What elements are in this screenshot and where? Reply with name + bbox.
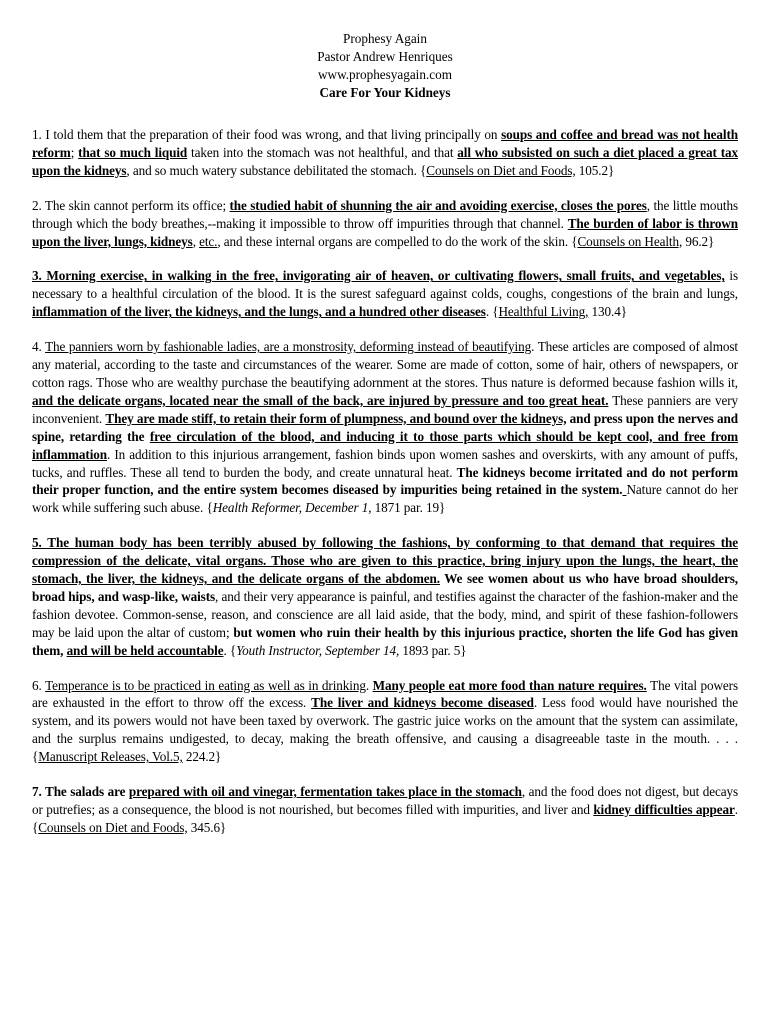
text-run: 345.6}	[187, 819, 227, 835]
paragraph-6	[32, 677, 738, 767]
website-text: www.prophesyagain.com	[318, 67, 452, 82]
ministry-name: Prophesy Again	[343, 31, 427, 46]
text-run: ,	[192, 233, 200, 249]
author-name: Pastor Andrew Henriques	[317, 49, 453, 64]
text-run: 224.2}	[182, 749, 222, 765]
text-run: ;	[70, 144, 79, 160]
text-run: the studied habit of shunning the air and avoiding exercise, closes the pores	[229, 197, 647, 213]
text-run: . These articles are composed of almost any material, according to the taste and circumstances of the wearer. Some are made of cotton, some of hair, others of newspapers, or cotton rags. Those who are wealthy purchase the beautifying adornment at the stores. Thus nature is deformed because fashion wills it,	[32, 339, 738, 390]
document-header	[32, 30, 738, 102]
text-run: 6.	[32, 677, 46, 693]
text-run: and will be held accountable	[66, 642, 224, 658]
text-run: , 1871 par. 19}	[368, 500, 446, 516]
text-run: Counsels on Diet and Foods,	[426, 162, 576, 178]
text-run: Many people eat more food than nature requires.	[372, 677, 647, 693]
text-run: , the little mouths through which the body breathes,--making it impossible to throw off impurities through that channel.	[32, 197, 739, 231]
text-run: The liver and kidneys become diseased	[311, 695, 534, 711]
text-run: and the delicate organs, located near the small of the back, are injured by pressure and too great heat.	[32, 392, 609, 408]
text-run: , and their very appearance is painful, and testifies against the character of the fashion-maker and the fashion devotee. Common-sense, reason, and conscience are all laid aside, that the body, mind, and spirit of these fashion-followers may be laid upon the altar of custom;	[32, 588, 738, 640]
text-run: Counsels on Diet and Foods,	[38, 819, 188, 835]
text-run: 2. The skin cannot perform its office;	[32, 197, 230, 213]
paragraph-4	[32, 338, 738, 517]
text-run: free circulation of the blood, and inducing it to those parts which should be kept cool, and free from inflammation	[32, 428, 739, 462]
text-run: Youth Instructor, September 14	[236, 642, 397, 658]
text-run: 7. The salads are	[32, 784, 129, 800]
text-run: but women who ruin their health by this injurious practice, shorten the life God has given them,	[32, 624, 738, 658]
text-run: These panniers are very inconvenient.	[32, 392, 738, 426]
text-run: .	[365, 677, 373, 693]
text-run: 1. I told them that the preparation of their food was wrong, and that living principally on	[32, 127, 502, 142]
text-run: . {	[485, 304, 499, 320]
text-run: etc.	[199, 233, 218, 249]
paragraph-2	[32, 197, 738, 251]
text-run: The kidneys become irritated and do not perform their proper function, and the entire system becomes diseased by impurities being retained in the system.	[32, 464, 738, 498]
text-run: kidney difficulties appear	[593, 802, 735, 817]
text-run: . {	[32, 802, 738, 835]
text-run: They are made stiff, to retain their form of plumpness, and bound over the kidneys,	[105, 410, 567, 426]
text-run: Counsels on Health,	[577, 233, 683, 249]
text-run: taken into the stomach was not healthful, and that	[187, 144, 458, 160]
text-run: , 1893 par. 5}	[396, 642, 467, 658]
text-run: soups and coffee and bread was not health reform	[32, 127, 738, 160]
text-run: 5. The human body has been terribly abused by following the fashions, by conforming to that demand that requires the compression of the delicate, vital organs. Those who are given to this practice, bring injury upon the lungs, the heart, the stomach, the liver, the kidneys, and the delicate organs of the abdomen.	[32, 535, 738, 587]
text-run: Manuscript Releases, Vol.5,	[38, 749, 183, 765]
paragraph-1	[32, 126, 738, 180]
text-run: Healthful Living,	[498, 304, 589, 320]
text-run: 96.2}	[682, 233, 715, 249]
text-run: 130.4}	[588, 304, 627, 320]
text-run: . Less food would have nourished the system, and its powers would not have been taxed by overwork. The gastric juice works on the amount that the system can assimilate, and the surplus remains undigested, to decay, making the breath offensive, and causing a disagreeable taste in the mouth. . . . {	[32, 695, 738, 765]
text-run: The burden of labor is thrown upon the liver, lungs, kidneys	[32, 215, 738, 249]
paragraph-7	[32, 783, 738, 837]
text-run: inflammation of the liver, the kidneys, and the lungs, and a hundred other diseases	[32, 304, 486, 320]
text-run: that so much liquid	[78, 144, 188, 160]
text-run: prepared with oil and vinegar, fermentation takes place in the stomach	[128, 784, 522, 800]
text-run: is necessary to a healthful circulation of the blood. It is the surest safeguard against colds, coughs, congestions of the brain and lungs,	[32, 268, 738, 302]
text-run: Temperance is to be practiced in eating as well as in drinking	[45, 677, 366, 693]
text-run: We see women about us who have broad shoulders, broad hips, and wasp-like, waists	[32, 571, 738, 604]
paragraph-5	[32, 534, 738, 659]
text-run: , and the food does not digest, but decays or putrefies; as a consequence, the blood is not nourished, but becomes filled with impurities, and liver and	[32, 784, 738, 817]
text-run: 3. Morning exercise, in walking in the free, invigorating air of heaven, or cultivating flowers, small fruits, and vegetables,	[32, 268, 725, 284]
text-run: The panniers worn by fashionable ladies, are a monstrosity, deforming instead of beautifying	[45, 339, 532, 355]
text-run: , and these internal organs are compelled to do the work of the skin. {	[217, 233, 578, 249]
text-run: 4.	[32, 339, 46, 355]
text-run: and press upon the nerves and spine, retarding the	[32, 410, 739, 444]
text-run: . In addition to this injurious arrangement, fashion binds upon women sashes and overskirts, with any amount of puffs, tucks, and ruffles. These all tend to burden the body, and create unnatural heat.	[32, 446, 738, 480]
text-run: . {	[223, 642, 237, 658]
text-run: The vital powers are exhausted in the effort to throw off the excess.	[32, 677, 738, 711]
document-title: Care For Your Kidneys	[319, 85, 451, 100]
text-run: Nature cannot do her work while suffering such abuse. {	[32, 482, 738, 516]
paragraph-3	[32, 267, 738, 321]
text-run: all who subsisted on such a diet placed a great tax upon the kidneys	[32, 144, 738, 178]
text-run: , and so much watery substance debilitated the stomach. {	[126, 162, 427, 178]
text-run: Health Reformer, December 1	[212, 500, 369, 516]
text-run: 105.2}	[575, 162, 615, 178]
